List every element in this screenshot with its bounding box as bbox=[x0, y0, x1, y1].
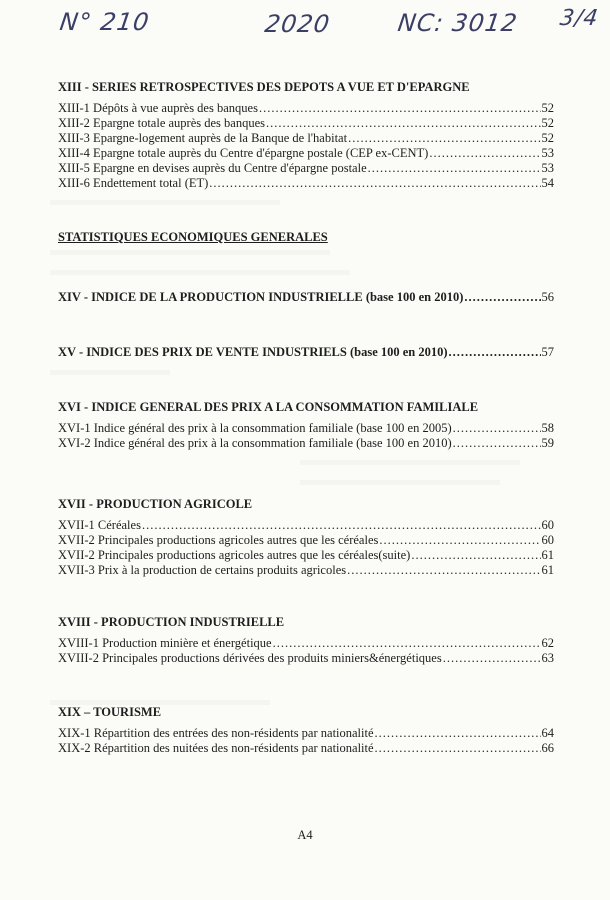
toc-entry bbox=[58, 345, 554, 360]
entry-label: XIII-5 Epargne en devises auprès du Centre d'épargne postale bbox=[58, 161, 367, 175]
leader-dots bbox=[266, 116, 541, 131]
page-number: A4 bbox=[297, 828, 313, 842]
handwritten-part: 3/4 bbox=[558, 6, 601, 31]
leader-dots bbox=[142, 518, 541, 533]
leader-dots bbox=[348, 131, 540, 146]
toc-entry bbox=[58, 518, 554, 533]
entry-page: 52 bbox=[541, 131, 554, 145]
leader-dots bbox=[209, 176, 540, 191]
toc-section-xix bbox=[58, 705, 554, 756]
leader-dots bbox=[453, 436, 541, 451]
entry-page: 62 bbox=[541, 636, 554, 650]
entry-page: 53 bbox=[541, 146, 554, 160]
leader-dots bbox=[464, 290, 540, 305]
entry-page: 54 bbox=[541, 176, 554, 190]
entry-label: XIX-1 Répartition des entrées des non-résidents par nationalité bbox=[58, 726, 374, 740]
toc-entry bbox=[58, 533, 554, 548]
toc-entry bbox=[58, 421, 554, 436]
leader-dots bbox=[273, 636, 541, 651]
entry-page: 52 bbox=[541, 116, 554, 130]
toc-entry bbox=[58, 726, 554, 741]
entry-page: 63 bbox=[541, 651, 554, 665]
entry-label: XVII-2 Principales productions agricoles autres que les céréales(suite) bbox=[58, 548, 411, 562]
page-footer bbox=[0, 828, 610, 843]
leader-dots bbox=[411, 548, 540, 563]
toc-section-xiii bbox=[58, 80, 554, 191]
entry-page: 53 bbox=[541, 161, 554, 175]
entry-page: 66 bbox=[541, 741, 554, 755]
toc-entry bbox=[58, 741, 554, 756]
toc-section-xiv bbox=[58, 290, 554, 305]
toc-entry bbox=[58, 101, 554, 116]
leader-dots bbox=[259, 101, 541, 116]
entry-page: 58 bbox=[541, 421, 554, 435]
leader-dots bbox=[368, 161, 541, 176]
entry-label: XIX-2 Répartition des nuitées des non-résidents par nationalité bbox=[58, 741, 374, 755]
handwritten-number: N° 210 bbox=[58, 8, 152, 36]
section-title: XV - INDICE DES PRIX DE VENTE INDUSTRIELS (base 100 en 2010) bbox=[58, 345, 448, 359]
toc-entry bbox=[58, 131, 554, 146]
toc-entry bbox=[58, 146, 554, 161]
toc-entry bbox=[58, 548, 554, 563]
entry-page: 64 bbox=[541, 726, 554, 740]
section-title: XIII - SERIES RETROSPECTIVES DES DEPOTS A VUE ET D'EPARGNE bbox=[58, 80, 470, 94]
leader-dots bbox=[429, 146, 540, 161]
toc-entry bbox=[58, 116, 554, 131]
section-title: XVII - PRODUCTION AGRICOLE bbox=[58, 497, 253, 511]
leader-dots bbox=[375, 726, 541, 741]
toc-entry bbox=[58, 436, 554, 451]
entry-label: XVII-3 Prix à la production de certains produits agricoles bbox=[58, 563, 347, 577]
entry-page: 60 bbox=[541, 518, 554, 532]
leader-dots bbox=[453, 421, 541, 436]
toc-entry bbox=[58, 636, 554, 651]
section-title: XVI - INDICE GENERAL DES PRIX A LA CONSOMMATION FAMILIALE bbox=[58, 400, 479, 414]
entry-label: XIII-1 Dépôts à vue auprès des banques bbox=[58, 101, 258, 115]
leader-dots bbox=[449, 345, 541, 360]
toc-section-xviii bbox=[58, 615, 554, 666]
entry-label: XVII-2 Principales productions agricoles autres que les céréales bbox=[58, 533, 379, 547]
paper-bleed-through bbox=[50, 180, 550, 780]
toc-entry bbox=[58, 176, 554, 191]
entry-page: 60 bbox=[541, 533, 554, 547]
toc-section-xvi bbox=[58, 400, 554, 451]
toc-section-xv bbox=[58, 345, 554, 360]
toc-entry bbox=[58, 161, 554, 176]
toc-entry bbox=[58, 651, 554, 666]
toc-section-xvii bbox=[58, 497, 554, 578]
handwritten-year: 2020 bbox=[263, 10, 333, 38]
entry-label: XIII-2 Epargne totale auprès des banques bbox=[58, 116, 265, 130]
entry-page: 61 bbox=[541, 563, 554, 577]
leader-dots bbox=[375, 741, 541, 756]
entry-label: XVI-1 Indice général des prix à la consommation familiale (base 100 en 2005) bbox=[58, 421, 452, 435]
toc-entry bbox=[58, 290, 554, 305]
section-heading: STATISTIQUES ECONOMIQUES GENERALES bbox=[58, 230, 328, 244]
handwritten-annotations bbox=[0, 6, 610, 46]
entry-label: XIII-6 Endettement total (ET) bbox=[58, 176, 209, 190]
handwritten-nc: NC: 3012 bbox=[396, 9, 520, 37]
entry-page: 56 bbox=[541, 290, 554, 304]
entry-page: 61 bbox=[541, 548, 554, 562]
entry-page: 52 bbox=[541, 101, 554, 115]
entry-label: XVIII-1 Production minière et énergétique bbox=[58, 636, 272, 650]
section-title: XIX – TOURISME bbox=[58, 705, 162, 719]
entry-label: XVI-2 Indice général des prix à la consommation familiale (base 100 en 2010) bbox=[58, 436, 452, 450]
leader-dots bbox=[379, 533, 540, 548]
toc-entry bbox=[58, 563, 554, 578]
entry-label: XIII-3 Epargne-logement auprès de la Banque de l'habitat bbox=[58, 131, 348, 145]
entry-label: XVIII-2 Principales productions dérivées des produits miniers&énergétiques bbox=[58, 651, 442, 665]
leader-dots bbox=[347, 563, 540, 578]
toc-heading-economic-statistics bbox=[58, 230, 554, 245]
entry-page: 59 bbox=[541, 436, 554, 450]
entry-label: XVII-1 Céréales bbox=[58, 518, 141, 532]
entry-page: 57 bbox=[541, 345, 554, 359]
section-title: XIV - INDICE DE LA PRODUCTION INDUSTRIELLE (base 100 en 2010) bbox=[58, 290, 464, 304]
entry-label: XIII-4 Epargne totale auprès du Centre d'épargne postale (CEP ex-CENT) bbox=[58, 146, 429, 160]
leader-dots bbox=[443, 651, 541, 666]
section-title: XVIII - PRODUCTION INDUSTRIELLE bbox=[58, 615, 285, 629]
